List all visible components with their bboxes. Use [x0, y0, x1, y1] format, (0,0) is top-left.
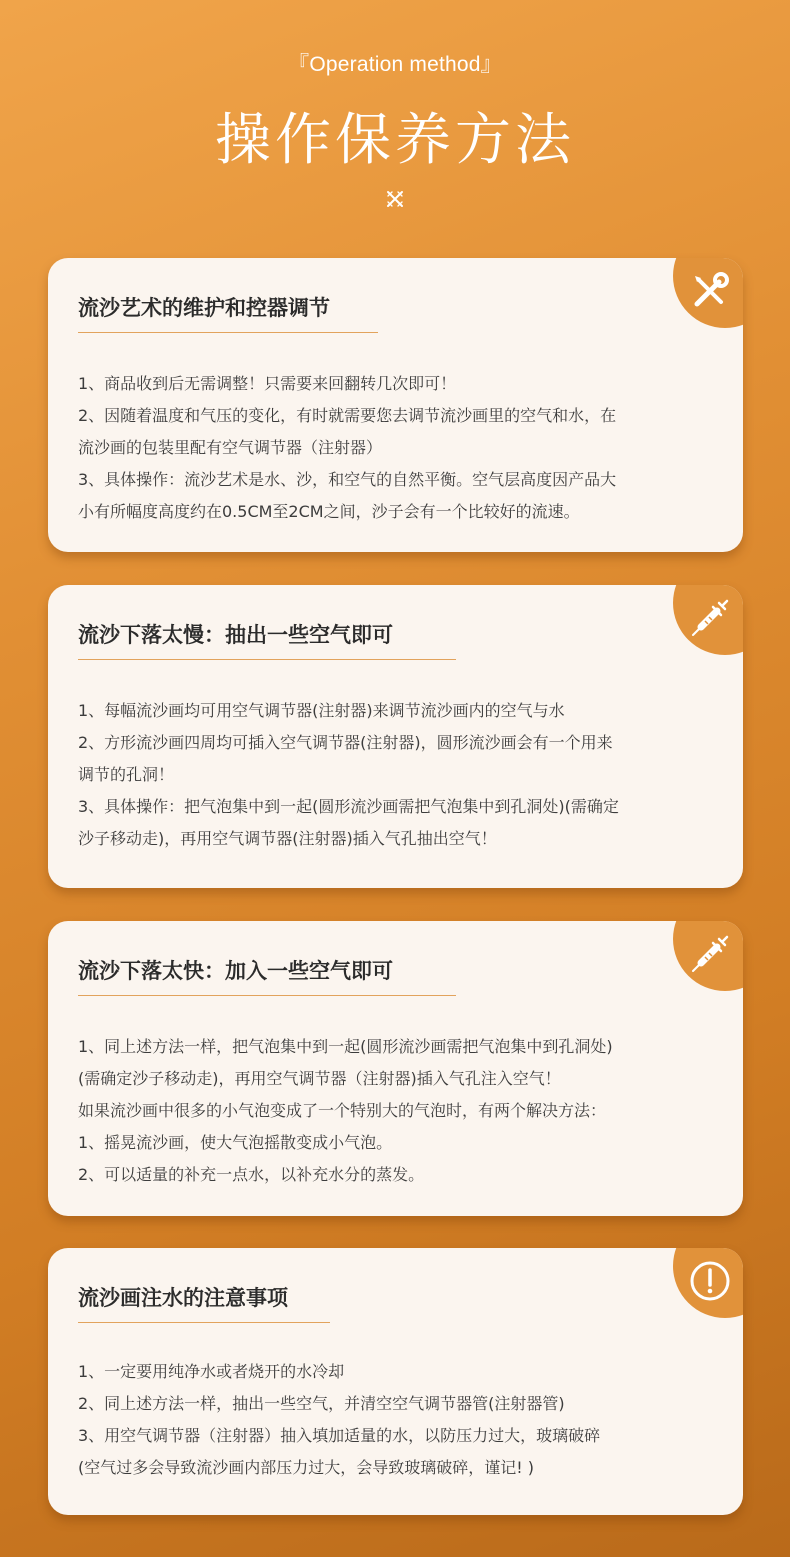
- exclamation-icon: [685, 1256, 735, 1306]
- card-water-notes: [48, 1248, 743, 1515]
- card-title: 流沙下落太快：加入一些空气即可: [78, 959, 393, 983]
- title-underline: [78, 995, 456, 996]
- cross-icon: [383, 187, 407, 211]
- body-line: 1、一定要用纯净水或者烧开的水冷却: [78, 1362, 345, 1381]
- body-line: 2、可以适量的补充一点水，以补充水分的蒸发。: [78, 1165, 425, 1184]
- syringe-icon: [685, 593, 735, 643]
- body-line: 1、同上述方法一样，把气泡集中到一起(圆形流沙画需把气泡集中到孔洞处): [78, 1037, 613, 1056]
- card-body: [78, 368, 719, 528]
- body-line: 2、方形流沙画四周均可插入空气调节器(注射器)，圆形流沙画会有一个用来: [78, 733, 613, 752]
- body-line: 沙子移动走)，再用空气调节器(注射器)插入气孔抽出空气！: [78, 829, 497, 848]
- wrench-screwdriver-icon: [685, 266, 735, 316]
- body-line: 如果流沙画中很多的小气泡变成了一个特别大的气泡时，有两个解决方法：: [78, 1101, 607, 1120]
- header: [0, 0, 790, 230]
- card-title: 流沙艺术的维护和控器调节: [78, 296, 330, 320]
- body-line: 小有所幅度高度约在0.5CM至2CM之间，沙子会有一个比较好的流速。: [78, 502, 580, 521]
- title-underline: [78, 659, 456, 660]
- page-title: 操作保养方法: [215, 108, 575, 173]
- body-line: 3、具体操作：流沙艺术是水、沙，和空气的自然平衡。空气层高度因产品大: [78, 470, 617, 489]
- body-line: 1、每幅流沙画均可用空气调节器(注射器)来调节流沙画内的空气与水: [78, 701, 565, 720]
- body-line: (需确定沙子移动走)，再用空气调节器（注射器)插入气孔注入空气！: [78, 1069, 561, 1088]
- body-line: 调节的孔洞！: [78, 765, 175, 784]
- body-line: (空气过多会导致流沙画内部压力过大，会导致玻璃破碎，谨记! ): [78, 1458, 534, 1477]
- body-line: 1、商品收到后无需调整！只需要来回翻转几次即可！: [78, 374, 457, 393]
- body-line: 3、用空气调节器（注射器）抽入填加适量的水，以防压力过大，玻璃破碎: [78, 1426, 601, 1445]
- body-line: 2、同上述方法一样，抽出一些空气，并清空空气调节器管(注射器管): [78, 1394, 565, 1413]
- card-fast-fall: [48, 921, 743, 1216]
- card-body: [78, 1031, 719, 1191]
- body-line: 1、摇晃流沙画，使大气泡摇散变成小气泡。: [78, 1133, 393, 1152]
- syringe-icon: [685, 929, 735, 979]
- section-subtitle: 『Operation method』: [288, 53, 502, 76]
- card-slow-fall: [48, 585, 743, 888]
- body-line: 2、因随着温度和气压的变化，有时就需要您去调节流沙画里的空气和水，在: [78, 406, 617, 425]
- title-underline: [78, 1322, 330, 1323]
- title-underline: [78, 332, 378, 333]
- card-maintenance: [48, 258, 743, 552]
- card-body: [78, 1356, 719, 1484]
- card-title: 流沙画注水的注意事项: [78, 1286, 288, 1310]
- card-body: [78, 695, 719, 855]
- body-line: 3、具体操作：把气泡集中到一起(圆形流沙画需把气泡集中到孔洞处)(需确定: [78, 797, 619, 816]
- body-line: 流沙画的包装里配有空气调节器（注射器）: [78, 438, 383, 457]
- card-title: 流沙下落太慢：抽出一些空气即可: [78, 623, 393, 647]
